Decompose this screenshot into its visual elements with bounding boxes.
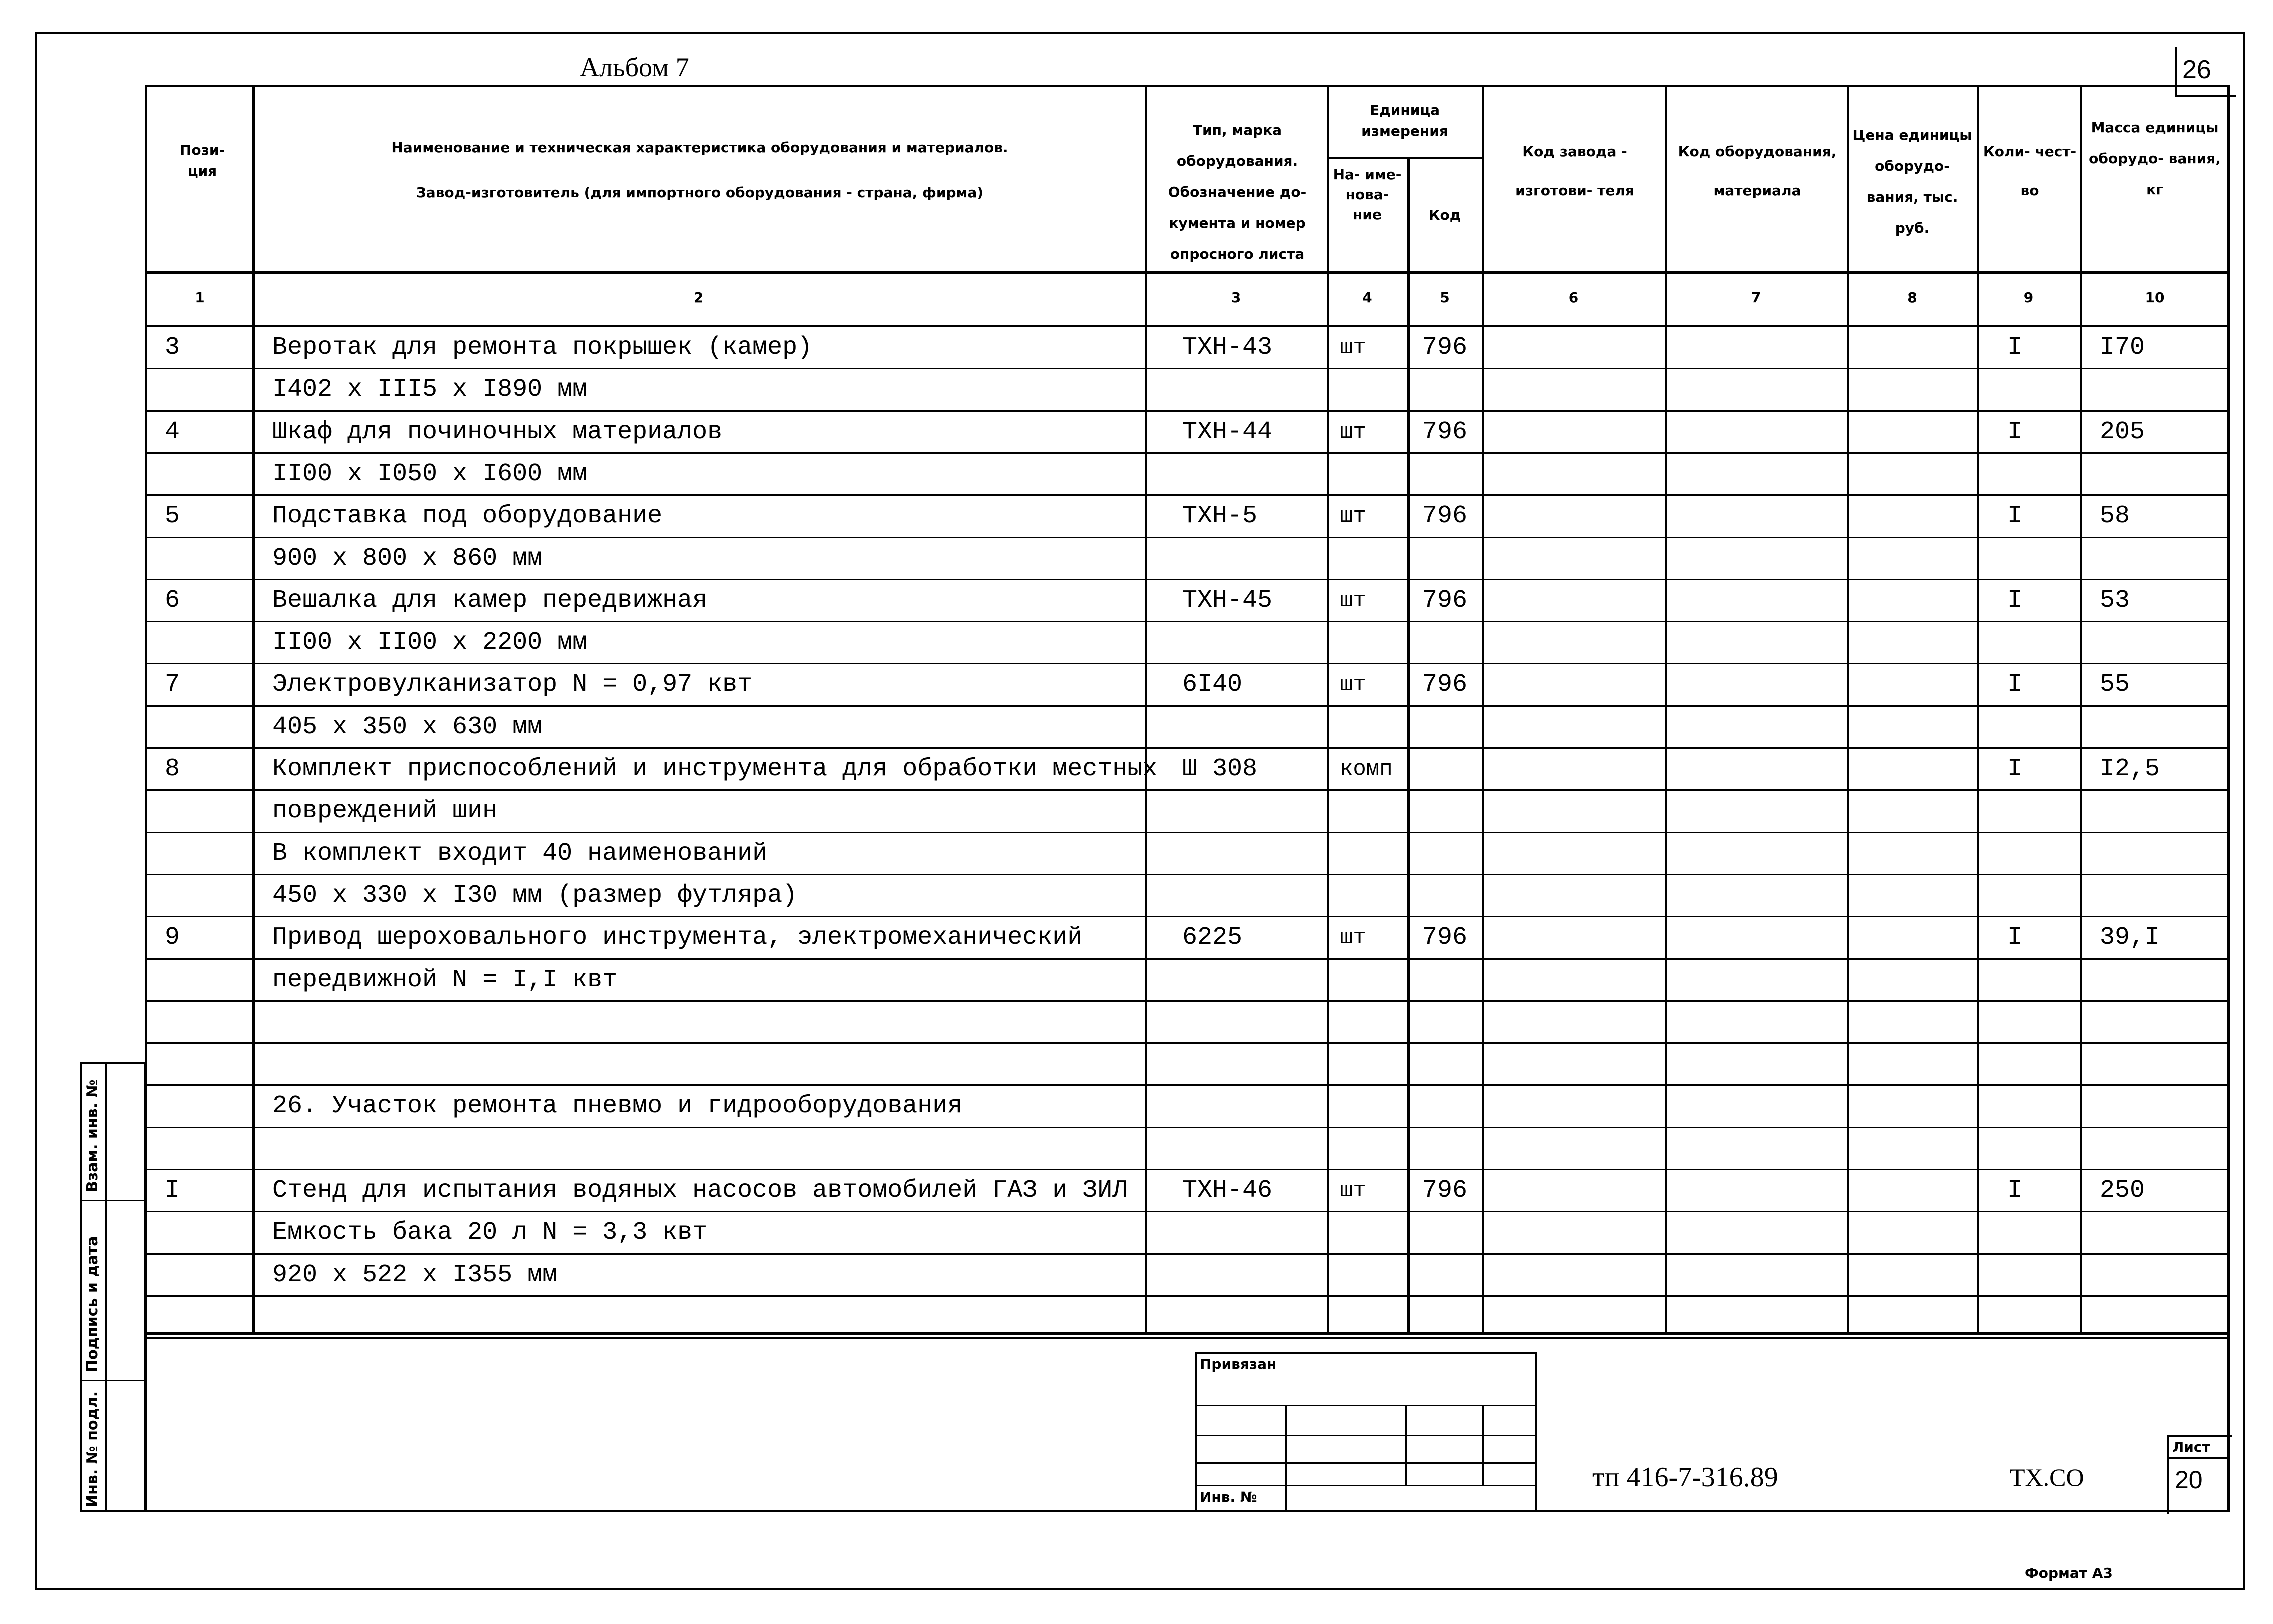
- cell-type: 6225: [1182, 923, 1243, 952]
- cell-mass: 58: [2100, 502, 2130, 531]
- header-unit-code: Код: [1428, 207, 1461, 223]
- cell-mass: 53: [2100, 586, 2130, 615]
- row-line: [146, 874, 2229, 875]
- binding-label: Привязан: [1200, 1356, 1277, 1372]
- row-line: [146, 1000, 2229, 1002]
- cell-type: 6I40: [1182, 670, 1243, 699]
- cell-name: 920 x 522 x I355 мм: [272, 1260, 558, 1289]
- cell-mass: I70: [2100, 333, 2145, 362]
- row-line: [146, 789, 2229, 791]
- cell-name: 405 x 350 x 630 мм: [272, 712, 543, 741]
- cell-name: Комплект приспособлений и инструмента для обработки местных: [272, 755, 1158, 783]
- binding-vline-3: [1482, 1405, 1484, 1485]
- cell-quantity: I: [2007, 333, 2023, 362]
- cell-position: 9: [165, 923, 180, 952]
- cell-name: 26. Участок ремонта пневмо и гидрооборудования: [272, 1092, 963, 1121]
- row-line: [146, 663, 2229, 664]
- side-stamp-line-1: [80, 1200, 146, 1201]
- header-name-line1: Наименование и техническая характеристика оборудования и материалов.: [391, 139, 1008, 156]
- row-line: [146, 916, 2229, 917]
- header-unit-name: На- име- нова- ние: [1333, 166, 1402, 223]
- row-line: [146, 832, 2229, 833]
- row-line: [146, 368, 2229, 369]
- colnum-7: 7: [1751, 289, 1761, 306]
- cell-name: II00 x II00 x 2200 мм: [272, 628, 588, 657]
- cell-unit: комп: [1340, 757, 1393, 782]
- cell-mass: 205: [2100, 417, 2145, 446]
- cell-type: ТХН-5: [1182, 502, 1258, 531]
- cell-quantity: I: [2007, 755, 2023, 783]
- sheet-label: Лист: [2172, 1439, 2210, 1455]
- page-number: 26: [2182, 55, 2211, 84]
- cell-unit: шт: [1340, 335, 1366, 360]
- row-line: [146, 537, 2229, 538]
- cell-code: 796: [1422, 417, 1468, 446]
- cell-type: ТХН-46: [1182, 1176, 1273, 1205]
- cell-name: Электровулканизатор N = 0,97 квт: [272, 670, 753, 699]
- header-name-line2: Завод-изготовитель (для импортного оборудования - страна, фирма): [416, 184, 984, 201]
- binding-line-4: [1195, 1485, 1537, 1486]
- cell-name: Вешалка для камер передвижная: [272, 586, 708, 615]
- row-line: [146, 494, 2229, 496]
- unit-subheader-line: [1327, 157, 1482, 159]
- cell-name: Привод шероховального инструмента, электромеханический: [272, 923, 1083, 952]
- row-line: [146, 705, 2229, 707]
- cell-position: 4: [165, 417, 180, 446]
- row-line: [146, 1084, 2229, 1086]
- col-line-3: [1327, 86, 1329, 1333]
- col-line-2: [1145, 86, 1147, 1333]
- cell-quantity: I: [2007, 586, 2023, 615]
- cell-code: 796: [1422, 333, 1468, 362]
- cell-code: 796: [1422, 586, 1468, 615]
- col-line-8: [1977, 86, 1979, 1333]
- header-equipment-code: Код оборудования, материала: [1678, 143, 1837, 199]
- cell-mass: 55: [2100, 670, 2130, 699]
- cell-mass: I2,5: [2100, 755, 2160, 783]
- row-line: [146, 1253, 2229, 1255]
- colnum-9: 9: [2023, 289, 2034, 306]
- col-line-7: [1847, 86, 1849, 1333]
- colnum-8: 8: [1907, 289, 1917, 306]
- col-line-1: [252, 86, 255, 1333]
- cell-code: 796: [1422, 502, 1468, 531]
- header-position-text: Пози- ция: [179, 142, 225, 179]
- side-label-inventory: Инв. № подл.: [84, 1391, 101, 1507]
- side-stamp-divider: [105, 1062, 107, 1512]
- doc-code: тп 416-7-316.89: [1592, 1462, 1778, 1493]
- side-label-signature: Подпись и дата: [84, 1236, 101, 1372]
- table-body-bottom-line: [146, 1332, 2229, 1335]
- colnum-3: 3: [1231, 289, 1241, 306]
- row-line: [146, 1169, 2229, 1170]
- cell-unit: шт: [1340, 419, 1366, 445]
- binding-vline-1: [1285, 1405, 1287, 1512]
- header-position: [157, 140, 247, 182]
- colnum-10: 10: [2145, 289, 2165, 306]
- cell-position: I: [165, 1176, 180, 1205]
- format-label: Формат А3: [2025, 1565, 2113, 1581]
- colnum-5: 5: [1440, 289, 1450, 306]
- cell-unit: шт: [1340, 588, 1366, 613]
- header-price: Цена единицы оборудо- вания, тыс. руб.: [1852, 127, 1972, 236]
- cell-position: 6: [165, 586, 180, 615]
- header-bottom-line: [146, 271, 2229, 274]
- cell-name: повреждений шин: [272, 797, 498, 826]
- cell-quantity: I: [2007, 923, 2023, 952]
- colnum-4: 4: [1362, 289, 1372, 306]
- cell-quantity: I: [2007, 670, 2023, 699]
- header-mass: Масса единицы оборудо- вания, кг: [2089, 119, 2221, 198]
- cell-code: 796: [1422, 1176, 1468, 1205]
- side-label-replacement: Взам. инв. №: [84, 1079, 101, 1192]
- header-unit: Единица измерения: [1361, 102, 1448, 139]
- cell-unit: шт: [1340, 504, 1366, 529]
- cell-position: 5: [165, 502, 180, 531]
- col-line-6: [1665, 86, 1667, 1333]
- sheet-box-line: [2167, 1457, 2230, 1459]
- header-type: Тип, марка оборудования. Обозначение до- кумента и номер опросного листа: [1168, 122, 1307, 262]
- cell-position: 7: [165, 670, 180, 699]
- cell-code: 796: [1422, 923, 1468, 952]
- cell-mass: 250: [2100, 1176, 2145, 1205]
- cell-type: ТХН-45: [1182, 586, 1273, 615]
- binding-stamp: [1195, 1352, 1537, 1512]
- cell-name: Веротак для ремонта покрышек (камер): [272, 333, 813, 362]
- row-line: [146, 1042, 2229, 1044]
- row-line: [146, 747, 2229, 749]
- row-line: [146, 1127, 2229, 1128]
- binding-vline-2: [1405, 1405, 1407, 1485]
- row-line: [146, 621, 2229, 622]
- binding-line-1: [1195, 1405, 1537, 1406]
- cell-unit: шт: [1340, 925, 1366, 951]
- row-line: [146, 1211, 2229, 1212]
- colnum-2: 2: [693, 289, 704, 306]
- col-line-4: [1407, 157, 1410, 1333]
- header-quantity: Коли- чест- во: [1983, 143, 2077, 199]
- cell-type: ТХН-43: [1182, 333, 1273, 362]
- colnum-6: 6: [1568, 289, 1579, 306]
- inventory-label: Инв. №: [1200, 1489, 1257, 1505]
- row-line: [146, 452, 2229, 454]
- cell-mass: 39,I: [2100, 923, 2160, 952]
- cell-name: передвижной N = I,I квт: [272, 965, 618, 994]
- cell-name: В комплект входит 40 наименований: [272, 839, 768, 868]
- cell-name: Шкаф для починочных материалов: [272, 417, 723, 446]
- row-line: [146, 579, 2229, 580]
- row-line: [146, 1337, 2229, 1339]
- cell-position: 8: [165, 755, 180, 783]
- cell-code: 796: [1422, 670, 1468, 699]
- doc-section: ТХ.СО: [2010, 1463, 2084, 1491]
- row-line: [146, 410, 2229, 412]
- cell-quantity: I: [2007, 1176, 2023, 1205]
- binding-line-3: [1195, 1462, 1537, 1464]
- side-stamp-line-2: [80, 1380, 146, 1381]
- header-factory-code: Код завода - изготови- теля: [1515, 143, 1634, 199]
- col-line-5: [1482, 86, 1484, 1333]
- cell-name: 450 x 330 x I30 мм (размер футляра): [272, 881, 798, 910]
- cell-name: Емкость бака 20 л N = 3,3 квт: [272, 1218, 708, 1247]
- col-line-9: [2080, 86, 2082, 1333]
- cell-name: Стенд для испытания водяных насосов автомобилей ГАЗ и ЗИЛ: [272, 1176, 1128, 1205]
- row-line: [146, 1295, 2229, 1297]
- colnum-bottom-line: [146, 325, 2229, 327]
- cell-name: I402 x III5 x I890 мм: [272, 375, 588, 404]
- row-line: [146, 958, 2229, 960]
- binding-line-2: [1195, 1435, 1537, 1436]
- cell-name: 900 x 800 x 860 мм: [272, 544, 543, 573]
- cell-unit: шт: [1340, 1178, 1366, 1203]
- cell-unit: шт: [1340, 672, 1366, 698]
- sheet-number: 20: [2175, 1466, 2203, 1494]
- cell-quantity: I: [2007, 417, 2023, 446]
- cell-name: II00 x I050 x I600 мм: [272, 459, 588, 488]
- cell-name: Подставка под оборудование: [272, 502, 663, 531]
- album-title: Альбом 7: [580, 52, 689, 82]
- colnum-1: 1: [195, 289, 205, 306]
- cell-quantity: I: [2007, 502, 2023, 531]
- cell-type: ТХН-44: [1182, 417, 1273, 446]
- cell-type: Ш 308: [1182, 755, 1258, 783]
- cell-position: 3: [165, 333, 180, 362]
